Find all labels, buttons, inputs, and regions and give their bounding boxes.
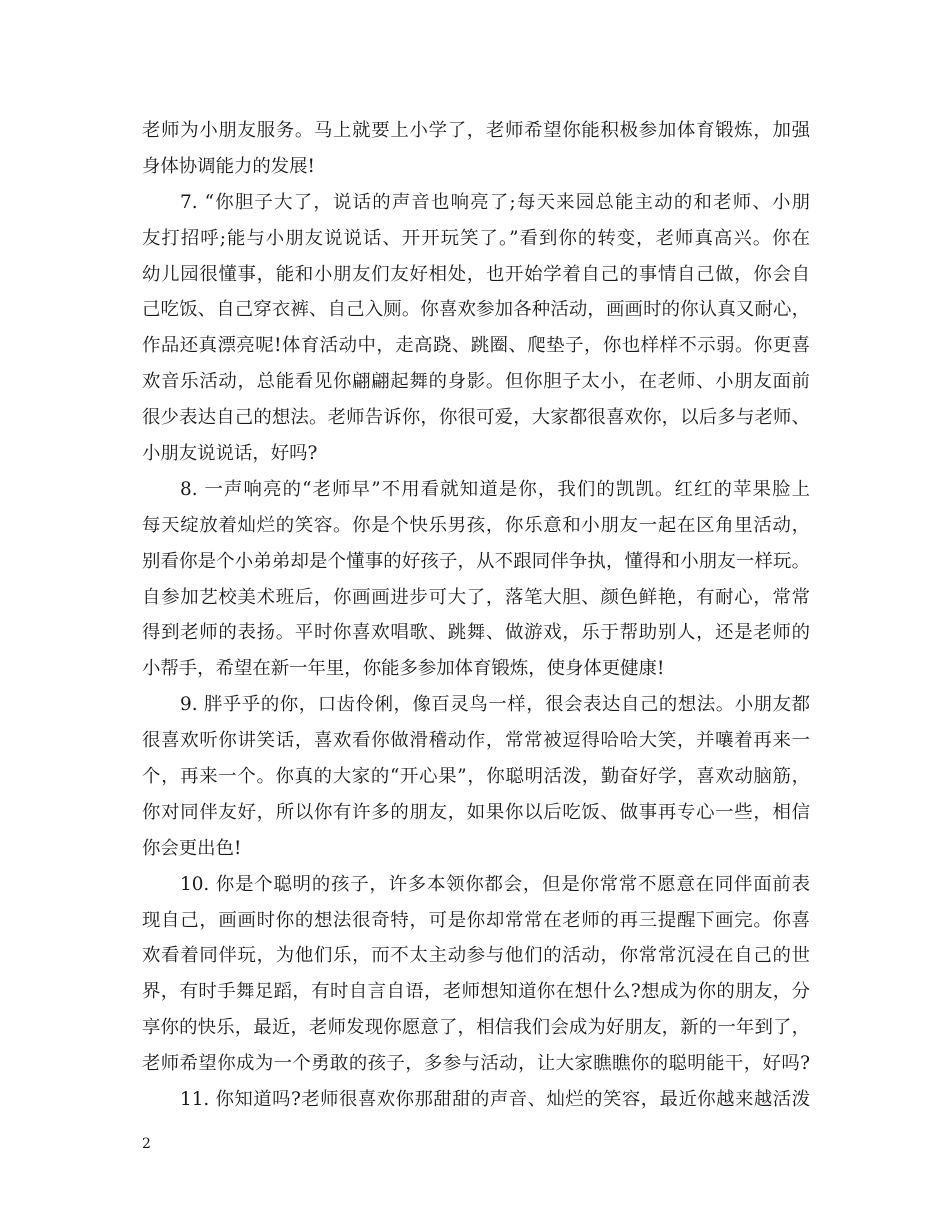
text-line: 欢音乐活动，总能看见你翩翩起舞的身影。但你胆子太小，在老师、小朋友面前 [142, 371, 810, 393]
text-line: 个，再来一个。你真的大家的“开心果”，你聪明活泼，勤奋好学，喜欢动脑筋， [142, 766, 810, 788]
text-line: 得到老师的表扬。平时你喜欢唱歌、跳舞、做游戏，乐于帮助别人，还是老师的 [142, 622, 810, 644]
text-line: 11. 你知道吗?老师很喜欢你那甜甜的声音、灿烂的笑容，最近你越来越活泼 [180, 1089, 810, 1111]
text-line: 你对同伴友好，所以你有许多的朋友，如果你以后吃饭、做事再专心一些，相信 [142, 801, 810, 823]
document-body [142, 113, 810, 1118]
text-line: 别看你是个小弟弟却是个懂事的好孩子，从不跟同伴争执，懂得和小朋友一样玩。 [142, 550, 810, 572]
text-line: 9. 胖乎乎的你，口齿伶俐，像百灵鸟一样，很会表达自己的想法。小朋友都 [180, 694, 810, 716]
text-line: 小朋友说说话，好吗? [142, 443, 318, 465]
text-line: 10. 你是个聪明的孩子，许多本领你都会，但是你常常不愿意在同伴面前表 [180, 873, 810, 895]
text-line: 身体协调能力的发展! [142, 155, 315, 177]
page-number: 2 [142, 1136, 151, 1152]
text-line: 现自己，画画时你的想法很奇特，可是你却常常在老师的再三提醒下画完。你喜 [142, 909, 810, 931]
text-line: 享你的快乐，最近，老师发现你愿意了，相信我们会成为好朋友，新的一年到了， [142, 1017, 810, 1039]
text-line: 老师为小朋友服务。马上就要上小学了，老师希望你能积极参加体育锻炼，加强 [142, 120, 810, 141]
text-line: 欢看着同伴玩，为他们乐，而不太主动参与他们的活动，你常常沉浸在自己的世 [142, 945, 810, 967]
text-line: 自参加艺校美术班后，你画画进步可大了，落笔大胆、颜色鲜艳，有耐心，常常 [142, 586, 810, 608]
text-line: 很喜欢听你讲笑话，喜欢看你做滑稽动作，常常被逗得哈哈大笑，并嚷着再来一 [142, 730, 810, 752]
text-line: 己吃饭、自己穿衣裤、自己入厕。你喜欢参加各种活动，画画时的你认真又耐心， [142, 299, 810, 321]
text-line: 8. 一声响亮的“老师早”不用看就知道是你，我们的凯凯。红红的苹果脸上 [180, 478, 810, 500]
text-line: 界，有时手舞足蹈，有时自言自语，老师想知道你在想什么?想成为你的朋友，分 [142, 981, 810, 1003]
text-line: 每天绽放着灿烂的笑容。你是个快乐男孩，你乐意和小朋友一起在区角里活动， [142, 514, 810, 536]
text-line: 作品还真漂亮呢!体育活动中，走高跷、跳圈、爬垫子，你也样样不示弱。你更喜 [142, 335, 810, 357]
text-line: 小帮手，希望在新一年里，你能多参加体育锻炼，使身体更健康! [142, 658, 665, 680]
text-line: 很少表达自己的想法。老师告诉你，你很可爱，大家都很喜欢你，以后多与老师、 [142, 407, 810, 429]
text-line: 老师希望你成为一个勇敢的孩子，多参与活动，让大家瞧瞧你的聪明能干，好吗? [142, 1053, 810, 1075]
text-line: 你会更出色! [142, 837, 242, 859]
text-line: 幼儿园很懂事，能和小朋友们友好相处，也开始学着自己的事情自己做，你会自 [142, 263, 810, 285]
text-line: 7. “你胆子大了，说话的声音也响亮了;每天来园总能主动的和老师、小朋 [180, 191, 810, 213]
text-line: 友打招呼;能与小朋友说说话、开开玩笑了。”看到你的转变，老师真高兴。你在 [142, 227, 810, 249]
